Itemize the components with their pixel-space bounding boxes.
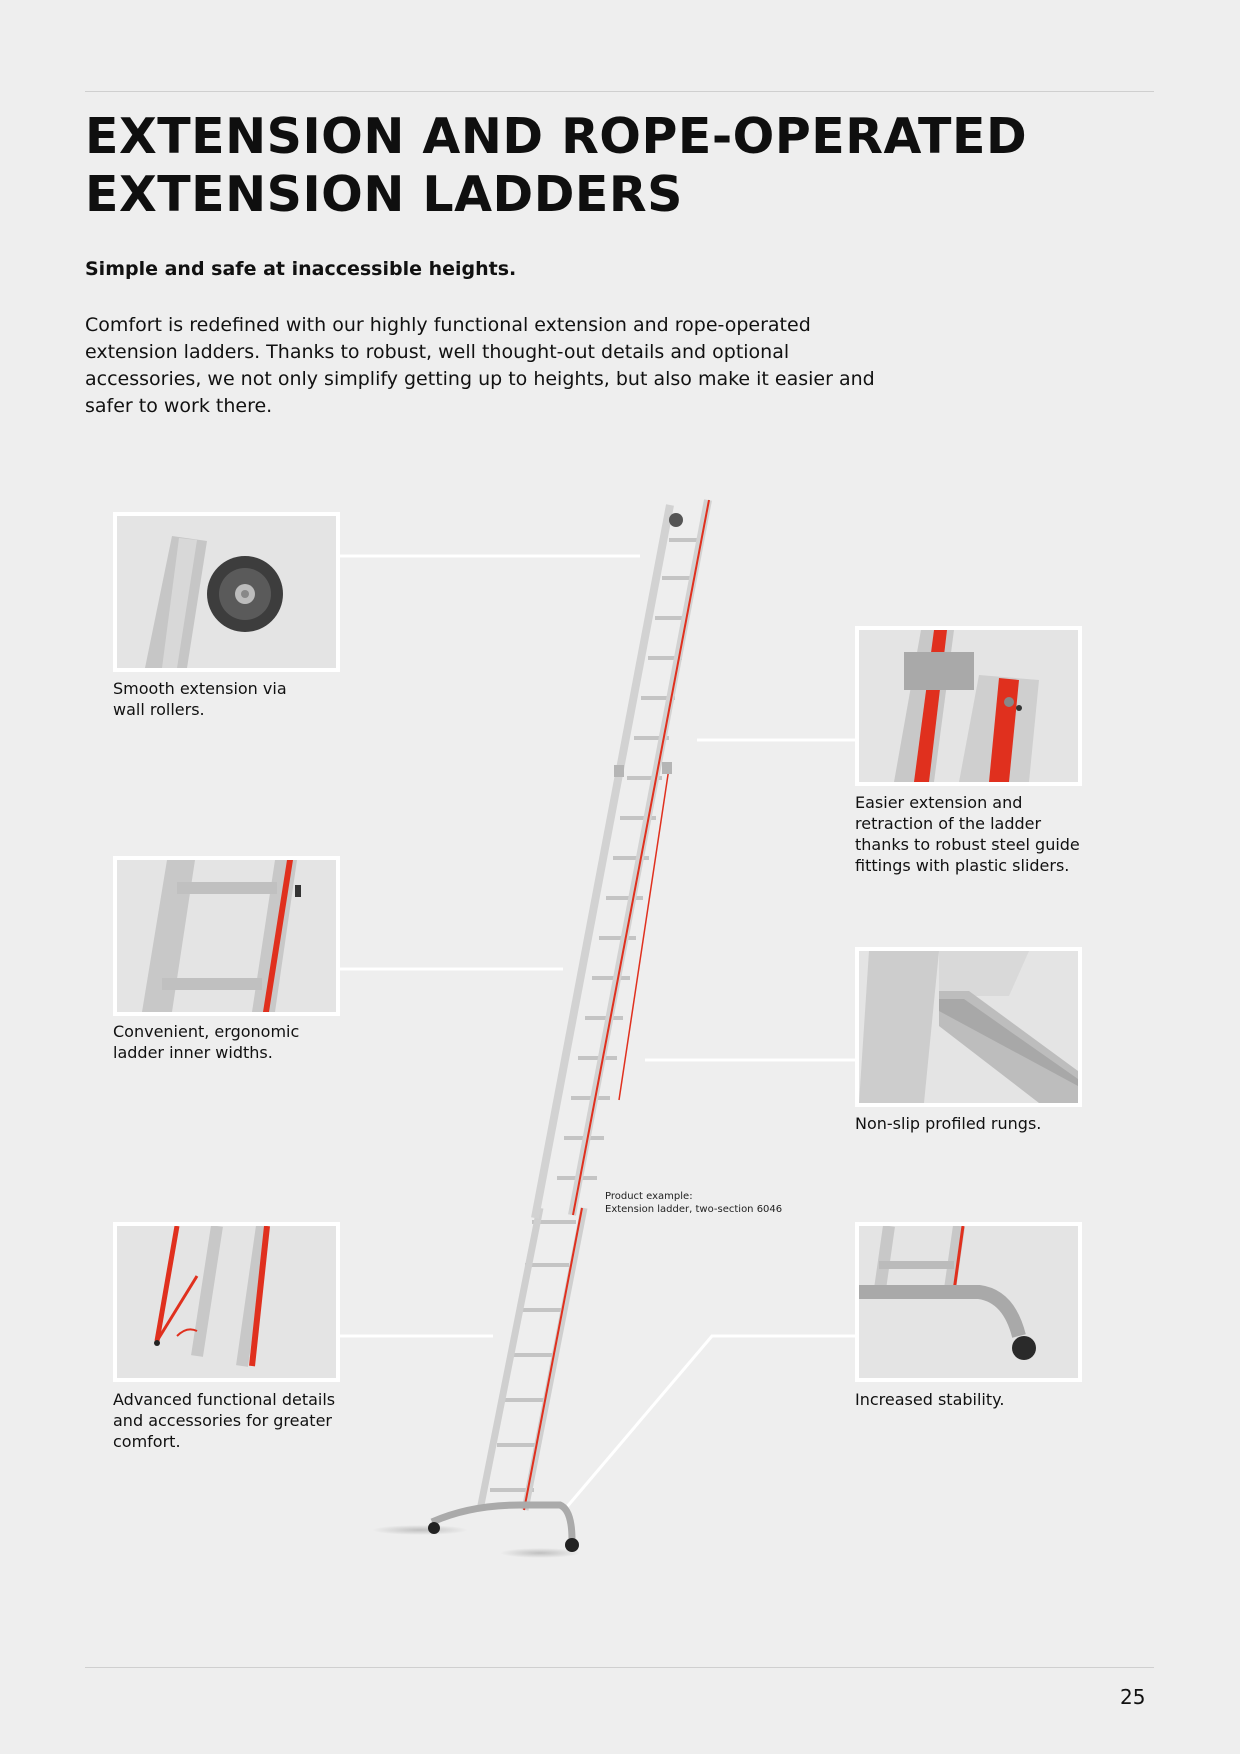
ladder-accessory-icon bbox=[117, 1226, 336, 1378]
detail-image-rungs bbox=[855, 947, 1082, 1107]
product-example-note: Product example: Extension ladder, two-section 6046 bbox=[605, 1191, 783, 1215]
caption-inner-widths: Convenient, ergonomic ladder inner widths. bbox=[113, 1022, 300, 1062]
caption-stability: Increased stability. bbox=[855, 1390, 1005, 1409]
guide-fitting-icon bbox=[859, 630, 1078, 782]
page-title-line-2: EXTENSION LADDERS bbox=[85, 166, 683, 223]
page-number: 25 bbox=[1120, 1685, 1146, 1709]
caption-rungs: Non-slip profiled rungs. bbox=[855, 1114, 1042, 1133]
intro-paragraph: Comfort is redefined with our highly functional extension and rope-operated extension ladders. Thanks to robust, well thought-out details and optional accessories, we not only simplify getting up to heights, but also make it easier and safer to work there. bbox=[85, 314, 875, 417]
ladder-width-icon bbox=[117, 860, 336, 1012]
bottom-rule bbox=[85, 1667, 1154, 1668]
detail-image-accessories bbox=[113, 1222, 340, 1382]
subtitle: Simple and safe at inaccessible heights. bbox=[85, 258, 517, 280]
caption-wall-rollers: Smooth extension via wall rollers. bbox=[113, 679, 287, 719]
detail-image-guide-fittings bbox=[855, 626, 1082, 786]
detail-image-stability bbox=[855, 1222, 1082, 1382]
caption-guide-fittings: Easier extension and retraction of the ladder thanks to robust steel guide fittings with plastic sliders. bbox=[855, 793, 1080, 875]
wall-roller-icon bbox=[117, 516, 336, 668]
page-title-line-1: EXTENSION AND ROPE-OPERATED bbox=[85, 108, 1028, 165]
caption-accessories: Advanced functional details and accessories for greater comfort. bbox=[113, 1390, 336, 1451]
stabiliser-foot-icon bbox=[859, 1226, 1078, 1378]
detail-image-inner-widths bbox=[113, 856, 340, 1016]
detail-image-wall-rollers bbox=[113, 512, 340, 672]
profiled-rung-icon bbox=[859, 951, 1078, 1103]
